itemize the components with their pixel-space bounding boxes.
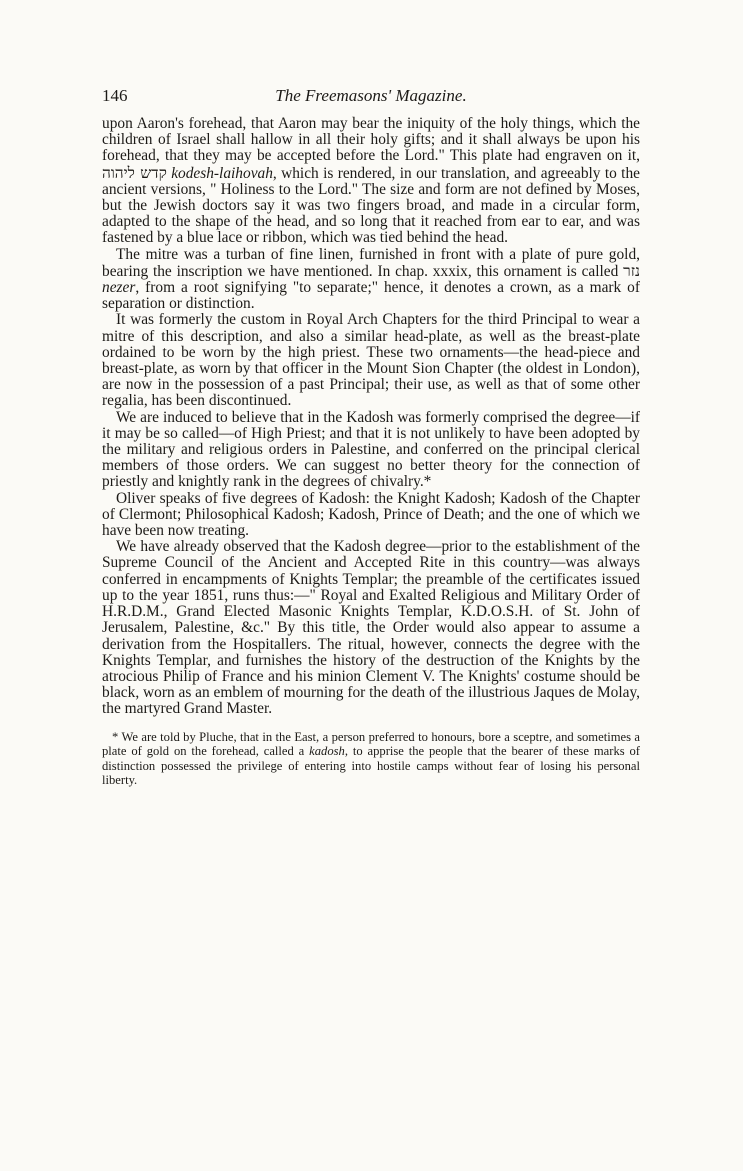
footnote-block bbox=[102, 730, 640, 788]
paragraph-kadosh-high-priest: We are induced to believe that in the Kadosh was formerly comprised the degree—if it may be so called—of High Priest; and that it is not unlikely to have been adopted by the military and religious orders in Palestine, and conferred on the principal clerical members of those orders. We can suggest no better theory for the connection of priestly and knightly rank in the degrees of chivalry.* bbox=[102, 408, 640, 491]
article-body bbox=[102, 116, 640, 718]
paragraph-text: upon Aaron's forehead, that Aaron may bear the iniquity of the holy things, which the children of Israel shall hallow in all their holy gifts; and it shall always be upon his forehead, that they may be accepted before the Lord." This plate had engraven on it, bbox=[102, 115, 640, 165]
hebrew-word: נזר bbox=[623, 261, 640, 280]
paragraph-knights-templar: We have already observed that the Kadosh degree—prior to the establishment of the Supreme Council of the Ancient and Accepted Rite in this country—was always conferred in encampments of Knights Templar; the preamble of the certificates issued up to the year 1851, runs thus:—" Royal and Exalted Religious and Military Order of H.R.D.M., Grand Elected Masonic Knights Templar, K.D.O.S.H. of St. John of Jerusalem, Palestine, &c." By this title, the Order would also appear to assume a derivation from the Hospitallers. The ritual, however, connects the degree with the Knights Templar, and furnishes the history of the destruction of the Knights by the atrocious Philip of France and his minion Clement V. The Knights' costume should be black, worn as an emblem of mourning for the death of the illustrious Jaques de Molay, the martyred Grand Master. bbox=[102, 538, 640, 718]
page-header bbox=[102, 86, 640, 116]
footnote-italic: kadosh bbox=[309, 744, 345, 759]
footnote-text: , to apprise the people that the bearer of these marks of distinction possessed the privilege of entering into hostile camps without fear of losing his personal liberty. bbox=[102, 744, 641, 788]
paragraph-five-degrees: Oliver speaks of five degrees of Kadosh: the Knight Kadosh; Kadosh of the Chapter of Clermont; Philosophical Kadosh; Kadosh, Prince of Death; and the one of which we have been now treating. bbox=[102, 489, 640, 540]
paragraph-text: The mitre was a turban of fine linen, furnished in front with a plate of pure gold, bearing the inscription we have mentioned. In chap. xxxix, this ornament is called bbox=[102, 245, 640, 280]
paragraph-text: , which is rendered, in our translation, and agreeably to the ancient versions, " Holiness to the Lord." The size and form are not defined by Moses, but the Jewish doctors say it was two fingers broad, and made in a circular form, adapted to the shape of the head, and so long that it reached from ear to ear, and was fastened by a blue lace or ribbon, which was tied behind the head. bbox=[102, 164, 640, 247]
paragraph-mitre bbox=[102, 247, 640, 313]
page-number: 146 bbox=[102, 86, 128, 105]
magazine-page bbox=[102, 86, 640, 788]
transliteration: kodesh-laihovah bbox=[171, 164, 273, 182]
paragraph-text: , from a root signifying "to separate;" hence, it denotes a crown, as a mark of separation or distinction. bbox=[102, 279, 640, 313]
footnote-text: * We are told by Pluche, that in the East, a person preferred to honours, bore a sceptre, and sometimes a plate of gold on the forehead, called a bbox=[102, 729, 640, 759]
footnote bbox=[102, 730, 640, 788]
transliteration: nezer bbox=[102, 279, 136, 297]
hebrew-inscription: קדש ליהוה bbox=[102, 163, 167, 182]
paragraph-aaron-plate bbox=[102, 116, 640, 247]
paragraph-royal-arch: It was formerly the custom in Royal Arch Chapters for the third Principal to wear a mitre of this description, and also a similar head-plate, as well as the breast-plate ordained to be worn by the high priest. These two ornaments—the head-piece and breast-plate, as worn by that officer in the Mount Sion Chapter (the oldest in London), are now in the possession of a past Principal; their use, as well as that of some other regalia, has been discontinued. bbox=[102, 311, 640, 410]
running-title: The Freemasons' Magazine. bbox=[275, 86, 467, 105]
